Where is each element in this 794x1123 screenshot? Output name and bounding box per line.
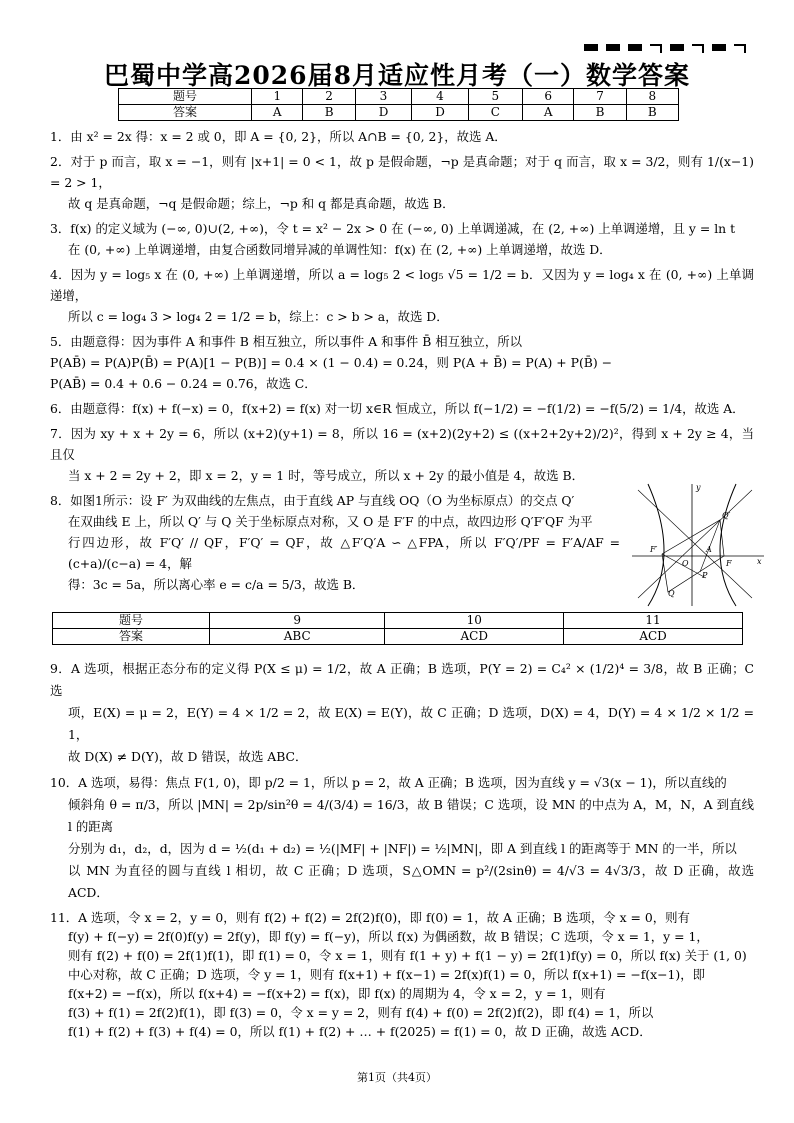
solution-text: 8．如图1所示：设 F′ 为双曲线的左焦点，由于直线 AP 与直线 OQ（O 为坐标原点）的交点 Q′ [50,493,575,508]
solution-8 [50,490,620,595]
mark-bracket [650,44,662,53]
figure-label-p: P [702,571,708,580]
answer-cell: C [468,105,522,121]
solution-text: f(1) + f(2) + f(3) + f(4) = 0，所以 f(1) + f(2) + … + f(2025) = f(1) = 0，故 D 正确，故选 ACD． [68,1024,652,1039]
solution-text: 在 (0, +∞) 上单调递增，由复合函数同增异减的单调性知：f(x) 在 (2, +∞) 上单调递增，故选 D． [68,242,612,257]
answer-table-2 [52,612,743,645]
number-cell: 11 [564,613,743,629]
number-cell: 3 [355,89,412,105]
figure-label-y: y [696,483,701,492]
solution-text: 7．因为 xy + x + 2y = 6，所以 (x+2)(y+1) = 8，所以 16 = (x+2)(2y+2) ≤ ((x+2+2y+2)/2)²，得到 x + 2y ≥ 4，当且仅 [50,426,754,462]
solution-text: P(AB̄) = 0.4 + 0.6 − 0.24 = 0.76，故选 C． [50,376,317,391]
number-cell: 8 [626,89,678,105]
solution-text: 5．由题意得：因为事件 A 和事件 B 相互独立，所以事件 A 和事件 B̄ 相互独立，所以 [50,334,522,349]
solution-11 [50,908,754,1041]
table-row [53,613,743,629]
answer-cell: ACD [564,629,743,645]
solution-text: 项，E(X) = μ = 2，E(Y) = 4 × 1/2 = 2，故 E(X) = E(Y)，故 C 正确；D 选项，D(X) = 4，D(Y) = 4 × 1/2 × 1/2 = 1， [68,705,754,742]
mark-bracket [734,44,746,53]
solution-text: f(3) + f(1) = 2f(2)f(1)，即 f(3) = 0，令 x = y = 2，则有 f(4) + f(0) = 2f(2)f(2)，即 f(4) = 1，所以 [68,1005,654,1020]
figure-label-q: Q [668,589,675,598]
solution-text: 11．A 选项，令 x = 2，y = 0，则有 f(2) + f(2) = 2f(2)f(0)，即 f(0) = 1，故 A 正确；B 选项，令 x = 0，则有 [50,910,690,925]
solution-7 [50,423,754,486]
answer-cell: ABC [210,629,385,645]
solution-text: 在双曲线 E 上，所以 Q′ 与 Q 关于坐标原点对称，又 O 是 F′F 的中点，故四边形 Q′F′QF 为平 [68,514,593,529]
header-cell: 题号 [119,89,252,105]
mark-bar [606,44,620,51]
figure-label-fprime: F′ [650,545,658,554]
solution-text: f(x+2) = −f(x)，所以 f(x+4) = −f(x+2) = f(x)，即 f(x) 的周期为 4，令 x = 2，y = 1，则有 [68,986,606,1001]
figure-label-qprime: Q′ [722,511,731,520]
mark-bar [584,44,598,51]
answer-cell: B [574,105,626,121]
answer-cell: B [626,105,678,121]
header-cell: 答案 [53,629,210,645]
solution-text: 当 x + 2 = 2y + 2，即 x = 2，y = 1 时，等号成立，所以 x + 2y 的最小值是 4，故选 B． [68,468,584,483]
solution-9 [50,658,754,768]
solution-5 [50,331,754,394]
solution-10 [50,772,754,904]
mark-bar [712,44,726,51]
solution-text: 10．A 选项，易得：焦点 F(1, 0)，即 p/2 = 1，所以 p = 2，故 A 正确；B 选项，因为直线 y = √3(x − 1)，所以直线的 [50,775,727,790]
solutions-part-2 [50,658,754,1045]
figure-label-o: O [682,559,689,568]
solution-text: 中心对称，故 C 正确；D 选项，令 y = 1，则有 f(x+1) + f(x−1) = 2f(x)f(1) = 0，所以 f(x+1) = −f(x−1)，即 [68,967,705,982]
solution-4 [50,264,754,327]
hyperbola-figure [628,478,766,610]
registration-marks [584,44,746,53]
solution-3 [50,218,754,260]
solution-text: 行四边形，故 F′Q′ // QF，F′Q′ = QF，故 △F′Q′A ∽ △FPA，所以 F′Q′/PF = F′A/AF = (c+a)/(c−a) = 4，解 [68,535,620,571]
figure-label-x: x [757,557,762,566]
hyperbola-right-branch [720,484,736,606]
solution-text: 3．f(x) 的定义域为 (−∞, 0)∪(2, +∞)，令 t = x² − 2x > 0 在 (−∞, 0) 上单调递减，在 (2, +∞) 上单调递增，且 y = ln t [50,221,736,236]
header-cell: 答案 [119,105,252,121]
answer-cell: B [303,105,355,121]
number-cell: 10 [385,613,564,629]
number-cell: 9 [210,613,385,629]
number-cell: 7 [574,89,626,105]
solution-2 [50,151,754,214]
table-row [119,89,679,105]
number-cell: 6 [522,89,573,105]
solution-text: 得：3c = 5a，所以离心率 e = c/a = 5/3，故选 B． [68,577,365,592]
solution-text: P(AB̄) = P(A)P(B̄) = P(A)[1 − P(B)] = 0.4 × (1 − 0.4) = 0.24，则 P(A + B̄) = P(A) + P(B̄) − [50,355,613,370]
solution-text: 以 MN 为直径的圆与直线 l 相切，故 C 正确；D 选项，S△OMN = p²/(2sinθ) = 4/√3 = 4√3/3，故 D 正确，故选 ACD． [68,863,754,900]
solution-6: 6．由题意得：f(x) + f(−x) = 0，f(x+2) = f(x) 对一切 x∈R 恒成立，所以 f(−1/2) = −f(1/2) = −f(5/2) = 1/4，故选 A． [50,401,745,416]
answer-cell: A [252,105,303,121]
number-cell: 4 [412,89,469,105]
header-cell: 题号 [53,613,210,629]
solution-text: 分别为 d₁，d₂，d，因为 d = ½(d₁ + d₂) = ½(|MF| + |NF|) = ½|MN|，即 A 到直线 l 的距离等于 MN 的一半，所以 [68,841,737,856]
page-title: 巴蜀中学高2026届8月适应性月考（一）数学答案 [104,61,690,90]
solution-text: 9．A 选项，根据正态分布的定义得 P(X ≤ μ) = 1/2，故 A 正确；B 选项，P(Y = 2) = C₄² × (1/2)⁴ = 3/8，故 B 正确；C 选 [50,661,754,698]
answer-cell: ACD [385,629,564,645]
solution-text: 倾斜角 θ = π/3，所以 |MN| = 2p/sin²θ = 4/(3/4) = 16/3，故 B 错误；C 选项，设 MN 的中点为 A，M，N，A 到直线 l 的距离 [68,797,754,834]
number-cell: 5 [468,89,522,105]
answer-cell: A [522,105,573,121]
mark-bracket [692,44,704,53]
mark-bar [628,44,642,51]
solution-text: 故 q 是真命题，¬q 是假命题；综上，¬p 和 q 都是真命题，故选 B． [68,196,455,211]
solution-1: 1．由 x² = 2x 得：x = 2 或 0，即 A = {0, 2}，所以 A∩B = {0, 2}，故选 A． [50,129,507,144]
solution-text: 则有 f(2) + f(0) = 2f(1)f(1)，即 f(1) = 0，令 x = 1，则有 f(1 + y) + f(1 − y) = 2f(1)f(y) = 0，所以 f(x) 关于 (1, 0) [68,948,747,963]
solution-text: 4．因为 y = log₅ x 在 (0, +∞) 上单调递增，所以 a = log₅ 2 < log₅ √5 = 1/2 = b．又因为 y = log₄ x 在 (0, +∞) 上单调递增， [50,267,754,303]
answer-cell: D [412,105,469,121]
figure-label-a: A [706,545,712,554]
figure-label-f: F [726,559,732,568]
table-row [53,629,743,645]
number-cell: 2 [303,89,355,105]
solution-text: 故 D(X) ≠ D(Y)，故 D 错误，故选 ABC． [68,749,308,764]
answer-cell: D [355,105,412,121]
answer-table-1 [118,88,679,121]
number-cell: 1 [252,89,303,105]
solution-text: f(y) + f(−y) = 2f(0)f(y) = 2f(y)，即 f(y) = f(−y)，所以 f(x) 为偶函数，故 B 错误；C 选项，令 x = 1，y = 1， [68,929,709,944]
page-footer: 第1页（共4页） [357,1071,437,1084]
solution-text: 2．对于 p 而言，取 x = −1，则有 |x+1| = 0 < 1，故 p 是假命题，¬p 是真命题；对于 q 而言，取 x = 3/2，则有 1/(x−1) = 2 > 1， [50,154,754,190]
mark-bar [670,44,684,51]
solution-text: 所以 c = log₄ 3 > log₄ 2 = 1/2 = b，综上：c > b > a，故选 D． [68,309,449,324]
table-row [119,105,679,121]
